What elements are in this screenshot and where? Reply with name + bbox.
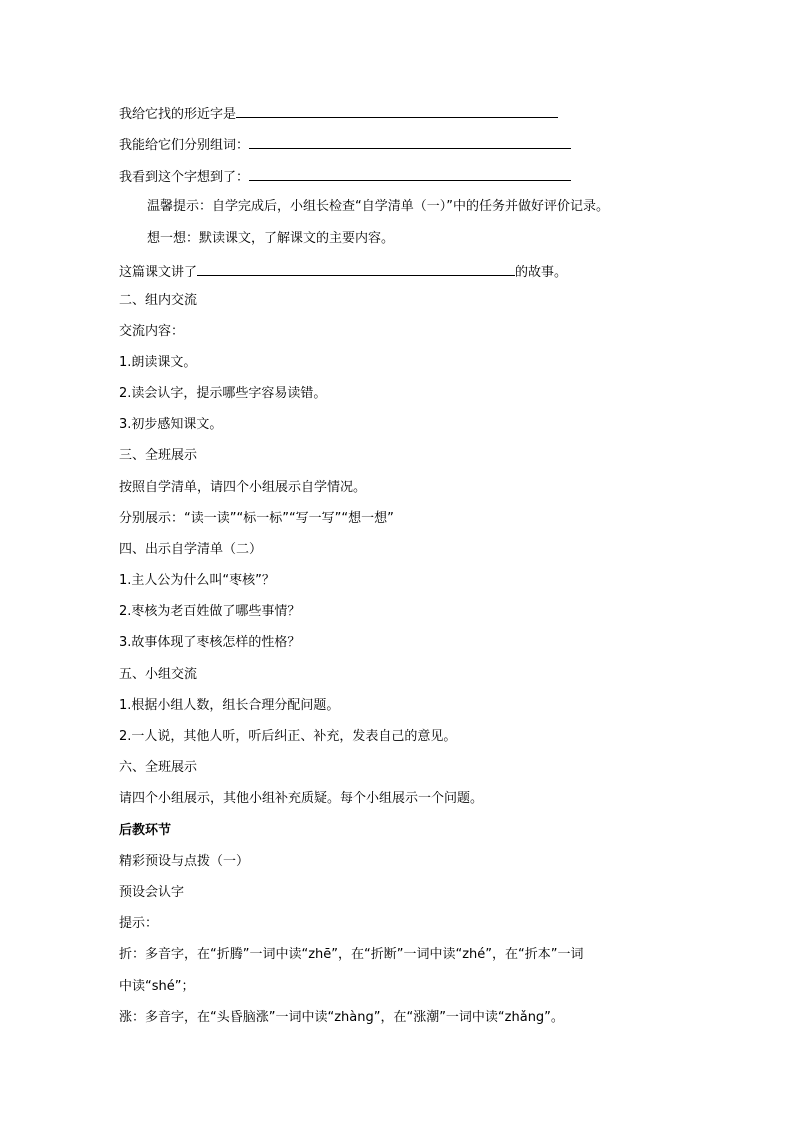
word-group-label: 我能给它们分别组词： (119, 138, 250, 153)
association-blank[interactable] (249, 166, 571, 181)
list-item: 2.枣核为老百姓做了哪些事情？ (119, 604, 301, 619)
paragraph: 分别展示：“读一读”“标一标”“写一写”“想一想” (119, 511, 394, 526)
association-label: 我看到这个字想到了： (119, 170, 250, 185)
section-heading-post-teaching: 后教环节 (119, 823, 172, 838)
similar-char-label: 我给它找的形近字是 (119, 107, 237, 122)
list-item: 3.故事体现了枣核怎样的性格？ (119, 635, 301, 650)
story-summary-prompt (119, 261, 567, 279)
story-summary-blank[interactable] (197, 261, 515, 276)
list-item: 2.读会认字，提示哪些字容易读错。 (119, 386, 327, 401)
exchange-content-label: 交流内容： (119, 324, 185, 339)
similar-char-blank[interactable] (236, 103, 558, 118)
paragraph: 提示： (119, 916, 159, 931)
list-item: 3.初步感知课文。 (119, 417, 223, 432)
section-heading-5: 五、小组交流 (119, 667, 198, 682)
think-text: 想一想：默读课文，了解课文的主要内容。 (147, 231, 395, 246)
paragraph: 折：多音字，在“折腾”一词中读“zhē”，在“折断”一词中读“zhé”，在“折本”一词 (119, 947, 584, 962)
word-group-blank[interactable] (249, 134, 571, 149)
paragraph: 涨：多音字，在“头昏脑涨”一词中读“zhàng”，在“涨潮”一词中读“zhǎng”。 (119, 1010, 564, 1025)
association-prompt (119, 166, 571, 184)
story-summary-suffix: 的故事。 (515, 265, 568, 280)
section-heading-3: 三、全班展示 (119, 448, 198, 463)
section-heading-6: 六、全班展示 (119, 760, 198, 775)
tip-text: 温馨提示：自学完成后，小组长检查“自学清单（一）”中的任务并做好评价记录。 (147, 199, 609, 214)
list-item: 2.一人说，其他人听，听后纠正、补充，发表自己的意见。 (119, 729, 457, 744)
paragraph: 请四个小组展示，其他小组补充质疑。每个小组展示一个问题。 (119, 791, 484, 806)
list-item: 1.根据小组人数，组长合理分配问题。 (119, 698, 340, 713)
section-heading-4: 四、出示自学清单（二） (119, 542, 263, 557)
word-group-prompt (119, 134, 571, 152)
paragraph: 按照自学清单，请四个小组展示自学情况。 (119, 480, 367, 495)
similar-char-prompt (119, 103, 558, 121)
section-heading-2: 二、组内交流 (119, 293, 198, 308)
list-item: 1.主人公为什么叫“枣核”？ (119, 573, 275, 588)
paragraph: 中读“shé”； (119, 979, 195, 994)
paragraph: 精彩预设与点拨（一） (119, 854, 250, 869)
paragraph: 预设会认字 (119, 885, 185, 900)
story-summary-label: 这篇课文讲了 (119, 265, 198, 280)
list-item: 1.朗读课文。 (119, 355, 197, 370)
